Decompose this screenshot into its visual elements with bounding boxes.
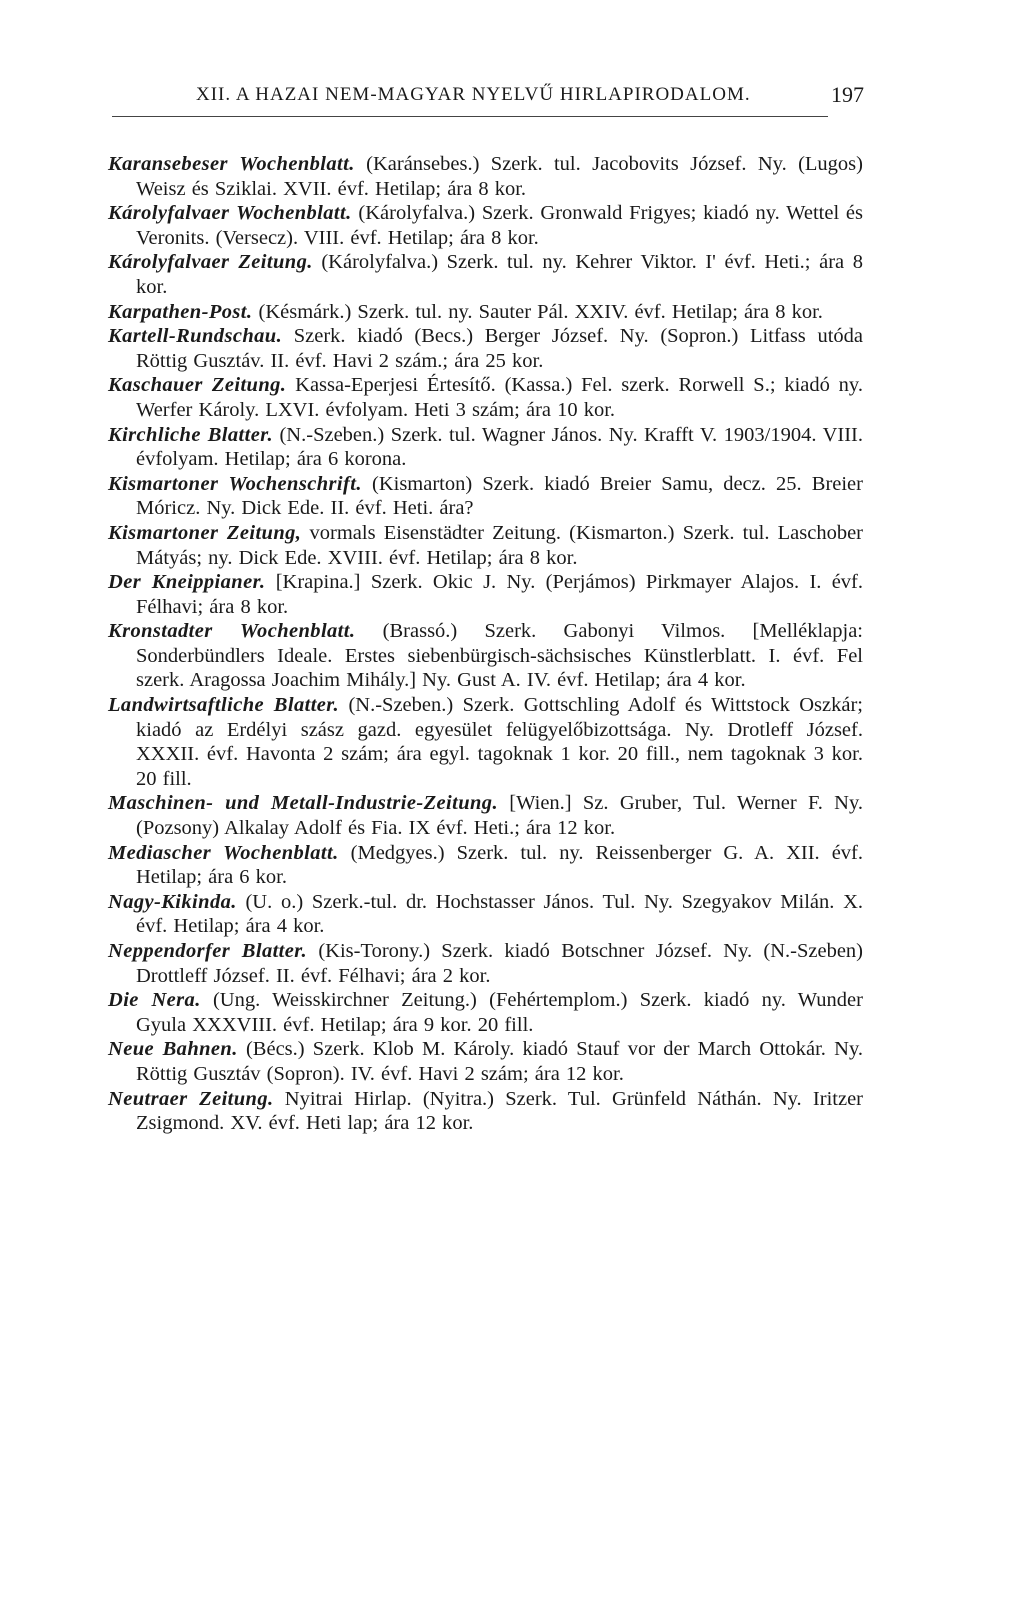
entry-list	[108, 152, 863, 1136]
page-number: 197	[831, 82, 864, 107]
list-item	[108, 693, 863, 791]
entry-text: (Károlyfalva.) Szerk. tul. ny. Kehrer Viktor. I' évf. Heti.; ára 8 kor.	[136, 251, 863, 298]
entry-text: Nyitrai Hirlap. (Nyitra.) Szerk. Tul. Grünfeld Náthán. Ny. Iritzer Zsigmond. XV. évf. Heti lap; ára 12 kor.	[136, 1087, 863, 1135]
entry-title: Kismartoner Zeitung,	[108, 521, 302, 544]
entry-text: Szerk. kiadó (Becs.) Berger József. Ny. (Sopron.) Litfass utóda Röttig Gusztáv. II. évf. Havi 2 szám.; ára 25 kor.	[136, 325, 863, 372]
entry-text: (Ung. Weisskirchner Zeitung.) (Fehértemplom.) Szerk. kiadó ny. Wunder Gyula XXXVIII. évf. Hetilap; ára 9 kor. 20 fill.	[136, 989, 863, 1036]
entry-text: (Kis-Torony.) Szerk. kiadó Botschner József. Ny. (N.-Szeben) Drottleff József. II. évf. Félhavi; ára 2 kor.	[136, 940, 864, 987]
entry-text: (Brassó.) Szerk. Gabonyi Vilmos. [Melléklapja: Sonderbündlers Ideale. Erstes siebenbürgisch-sächsisches Künstlerblatt. I. évf. Fel szerk. Aragossa Joachim Mihály.] Ny. Gust A. IV. évf. Hetilap; ára 4 kor.	[136, 620, 863, 692]
entry-title: Maschinen- und Metall-Industrie-Zeitung.	[108, 792, 498, 815]
entry-title: Landwirtsaftliche Blatter.	[108, 694, 340, 717]
entry-text: (Késmárk.) Szerk. tul. ny. Sauter Pál. XXIV. évf. Hetilap; ára 8 kor.	[252, 300, 823, 323]
entry-title: Karansebeser Wochenblatt.	[108, 153, 355, 175]
list-item	[108, 619, 863, 693]
entry-text: Kassa-Eperjesi Értesítő. (Kassa.) Fel. szerk. Rorwell S.; kiadó ny. Werfer Károly. LXVI. évfolyam. Heti 3 szám; ára 10 kor.	[136, 374, 863, 421]
entry-text: (U. o.) Szerk.-tul. dr. Hochstasser János. Tul. Ny. Szegyakov Milán. X. évf. Hetilap; ára 4 kor.	[136, 890, 863, 938]
list-item	[108, 521, 863, 570]
entry-text: (Karánsebes.) Szerk. tul. Jacobovits József. Ny. (Lugos) Weisz és Sziklai. XVII. évf. Hetilap; ára 8 kor.	[136, 153, 863, 200]
list-item	[108, 373, 863, 422]
entry-text: (N.-Szeben.) Szerk. tul. Wagner János. Ny. Krafft V. 1903/1904. VIII. évfolyam. Hetilap; ára 6 korona.	[136, 423, 863, 471]
entry-title: Kismartoner Wochenschrift.	[108, 472, 362, 495]
entry-text: [Wien.] Sz. Gruber, Tul. Werner F. Ny. (Pozsony) Alkalay Adolf és Fia. IX évf. Heti.; ára 12 kor.	[136, 792, 863, 840]
entry-text: (Kismarton) Szerk. kiadó Breier Samu, decz. 25. Breier Móricz. Ny. Dick Ede. II. évf. Heti. ára?	[136, 472, 863, 520]
list-item	[108, 324, 863, 373]
entry-title: Kronstadter Wochenblatt.	[108, 620, 356, 643]
list-item	[108, 472, 863, 521]
list-item	[108, 423, 863, 472]
entry-title: Károlyfalvaer Wochenblatt.	[108, 202, 352, 225]
list-item	[108, 152, 863, 201]
list-item	[108, 841, 863, 890]
list-item	[108, 201, 863, 250]
entry-title: Nagy-Kikinda.	[108, 890, 237, 913]
list-item	[108, 1087, 863, 1136]
list-item	[108, 890, 863, 939]
entry-text: [Krapina.] Szerk. Okic J. Ny. (Perjámos) Pirkmayer Alajos. I. évf. Félhavi; ára 8 kor.	[136, 571, 863, 618]
list-item	[108, 791, 863, 840]
list-item	[108, 1037, 863, 1086]
entry-title: Kirchliche Blatter.	[108, 423, 273, 446]
entry-title: Karpathen-Post.	[108, 300, 253, 323]
entry-title: Die Nera.	[108, 989, 201, 1012]
entry-title: Mediascher Wochenblatt.	[108, 841, 339, 864]
list-item	[108, 300, 863, 325]
list-item	[108, 988, 863, 1037]
list-item	[108, 939, 863, 988]
entry-title: Neue Bahnen.	[108, 1038, 238, 1061]
list-item	[108, 570, 863, 619]
header-rule	[112, 116, 828, 117]
entry-text: (Medgyes.) Szerk. tul. ny. Reissenberger G. A. XII. évf. Hetilap; ára 6 kor.	[136, 841, 864, 889]
entry-text: (Bécs.) Szerk. Klob M. Károly. kiadó Stauf vor der March Ottokár. Ny. Röttig Gusztáv (Sopron). IV. évf. Havi 2 szám; ára 12 kor.	[136, 1038, 863, 1085]
list-item	[108, 250, 863, 299]
entry-title: Neutraer Zeitung.	[108, 1087, 274, 1110]
entry-title: Der Kneippianer.	[108, 571, 266, 594]
entry-text: vormals Eisenstädter Zeitung. (Kismarton.) Szerk. tul. Laschober Mátyás; ny. Dick Ede. XVIII. évf. Hetilap; ára 8 kor.	[136, 521, 863, 569]
running-title: XII. A HAZAI NEM-MAGYAR NYELVŰ HIRLAPIRODALOM.	[196, 84, 751, 105]
entry-title: Károlyfalvaer Zeitung.	[108, 251, 313, 274]
entry-title: Kaschauer Zeitung.	[108, 374, 287, 397]
entry-text: (N.-Szeben.) Szerk. Gottschling Adolf és Wittstock Oszkár; kiadó az Erdélyi szász gazd. egyesület felügyelőbizottsága. Ny. Drotleff József. XXXII. évf. Havonta 2 szám; ára egyl. tagoknak 1 kor. 20 fill., nem tagoknak 3 kor. 20 fill.	[136, 694, 863, 790]
entry-text: (Károlyfalva.) Szerk. Gronwald Frigyes; kiadó ny. Wettel és Veronits. (Versecz). VIII. évf. Hetilap; ára 8 kor.	[136, 202, 864, 249]
entry-title: Neppendorfer Blatter.	[108, 940, 308, 962]
entry-title: Kartell-Rundschau.	[108, 325, 283, 348]
